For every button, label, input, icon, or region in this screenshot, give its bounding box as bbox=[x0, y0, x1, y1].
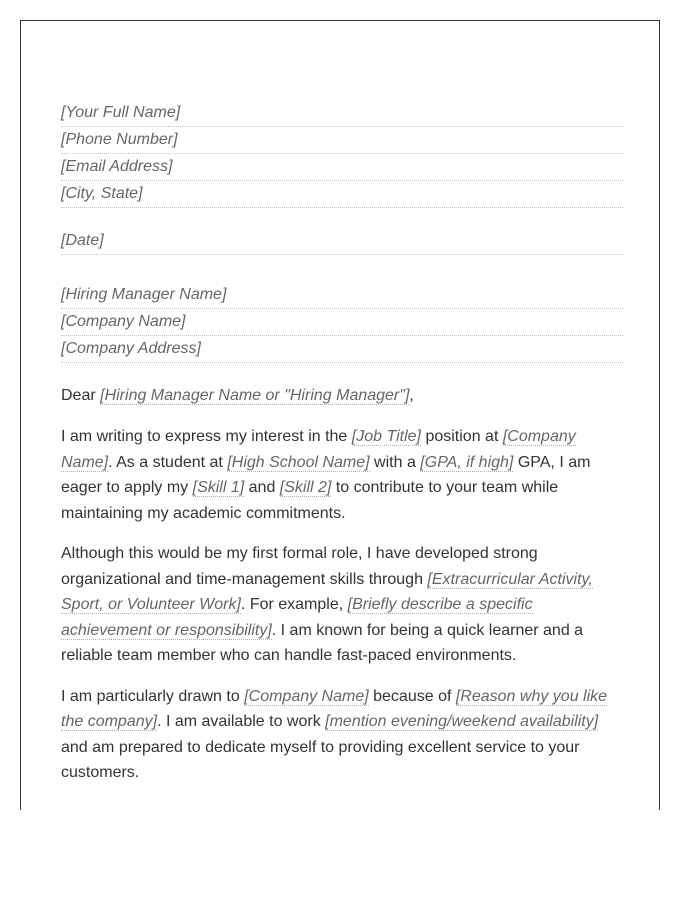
paragraph-experience bbox=[61, 541, 623, 669]
paragraph-text: and bbox=[244, 479, 280, 496]
paragraph-text: I am writing to express my interest in the bbox=[61, 428, 352, 445]
paragraph-text: position at bbox=[421, 428, 503, 445]
job-title-placeholder[interactable]: [Job Title] bbox=[351, 428, 421, 445]
paragraph-text: . I am known for being a quick learner and a reliable team member who can handle fast-paced environments. bbox=[61, 621, 584, 664]
paragraph-text: . For example, bbox=[240, 596, 348, 613]
paragraph-intro bbox=[61, 424, 623, 526]
paragraph-text: GPA, I am eager to apply my bbox=[61, 453, 591, 496]
skill-1-placeholder[interactable]: [Skill 1] bbox=[192, 479, 245, 496]
paragraph-text: Although this would be my first formal role, I have developed strong organizational and time-management skills through bbox=[61, 545, 538, 588]
paragraph-text: I am particularly drawn to bbox=[61, 687, 245, 705]
paragraph-text: because of bbox=[368, 687, 456, 705]
paragraph-motivation bbox=[61, 684, 623, 786]
recipient-manager-name-field[interactable]: [Hiring Manager Name] bbox=[61, 282, 623, 309]
paragraph-text: . I am available to work bbox=[157, 713, 326, 730]
salutation-prefix: Dear bbox=[61, 387, 101, 404]
skill-2-placeholder[interactable]: [Skill 2] bbox=[279, 479, 332, 496]
paragraph-text: with a bbox=[369, 453, 421, 471]
availability-placeholder[interactable]: [mention evening/weekend availability] bbox=[325, 713, 599, 730]
gpa-placeholder[interactable]: [GPA, if high] bbox=[420, 453, 514, 471]
sender-full-name-field[interactable]: [Your Full Name] bbox=[61, 100, 623, 127]
sender-phone-field[interactable]: [Phone Number] bbox=[61, 127, 623, 154]
company-name-placeholder[interactable]: [Company Name] bbox=[61, 428, 576, 471]
sender-city-state-field[interactable]: [City, State] bbox=[61, 181, 623, 208]
recipient-company-address-field[interactable]: [Company Address] bbox=[61, 336, 623, 363]
recipient-company-name-field[interactable]: [Company Name] bbox=[61, 309, 623, 336]
salutation-name-placeholder[interactable]: [Hiring Manager Name or "Hiring Manager"] bbox=[100, 387, 410, 404]
paragraph-text: and am prepared to dedicate myself to providing excellent service to your customers. bbox=[61, 738, 580, 781]
letter-content bbox=[61, 100, 623, 786]
paragraph-text: to contribute to your team while maintaining my academic commitments. bbox=[61, 479, 559, 522]
sender-email-field[interactable]: [Email Address] bbox=[61, 154, 623, 181]
salutation-suffix: , bbox=[409, 387, 414, 404]
achievement-placeholder[interactable]: [Briefly describe a specific achievement or responsibility] bbox=[61, 596, 533, 639]
letter-page bbox=[20, 20, 660, 810]
company-name-placeholder[interactable]: [Company Name] bbox=[244, 687, 369, 705]
date-field[interactable]: [Date] bbox=[61, 228, 623, 255]
extracurricular-placeholder[interactable]: [Extracurricular Activity, Sport, or Volunteer Work] bbox=[61, 570, 593, 613]
paragraph-text: . As a student at bbox=[108, 453, 228, 471]
salutation bbox=[61, 383, 623, 409]
reason-placeholder[interactable]: [Reason why you like the company] bbox=[61, 687, 608, 730]
high-school-name-placeholder[interactable]: [High School Name] bbox=[227, 453, 370, 471]
